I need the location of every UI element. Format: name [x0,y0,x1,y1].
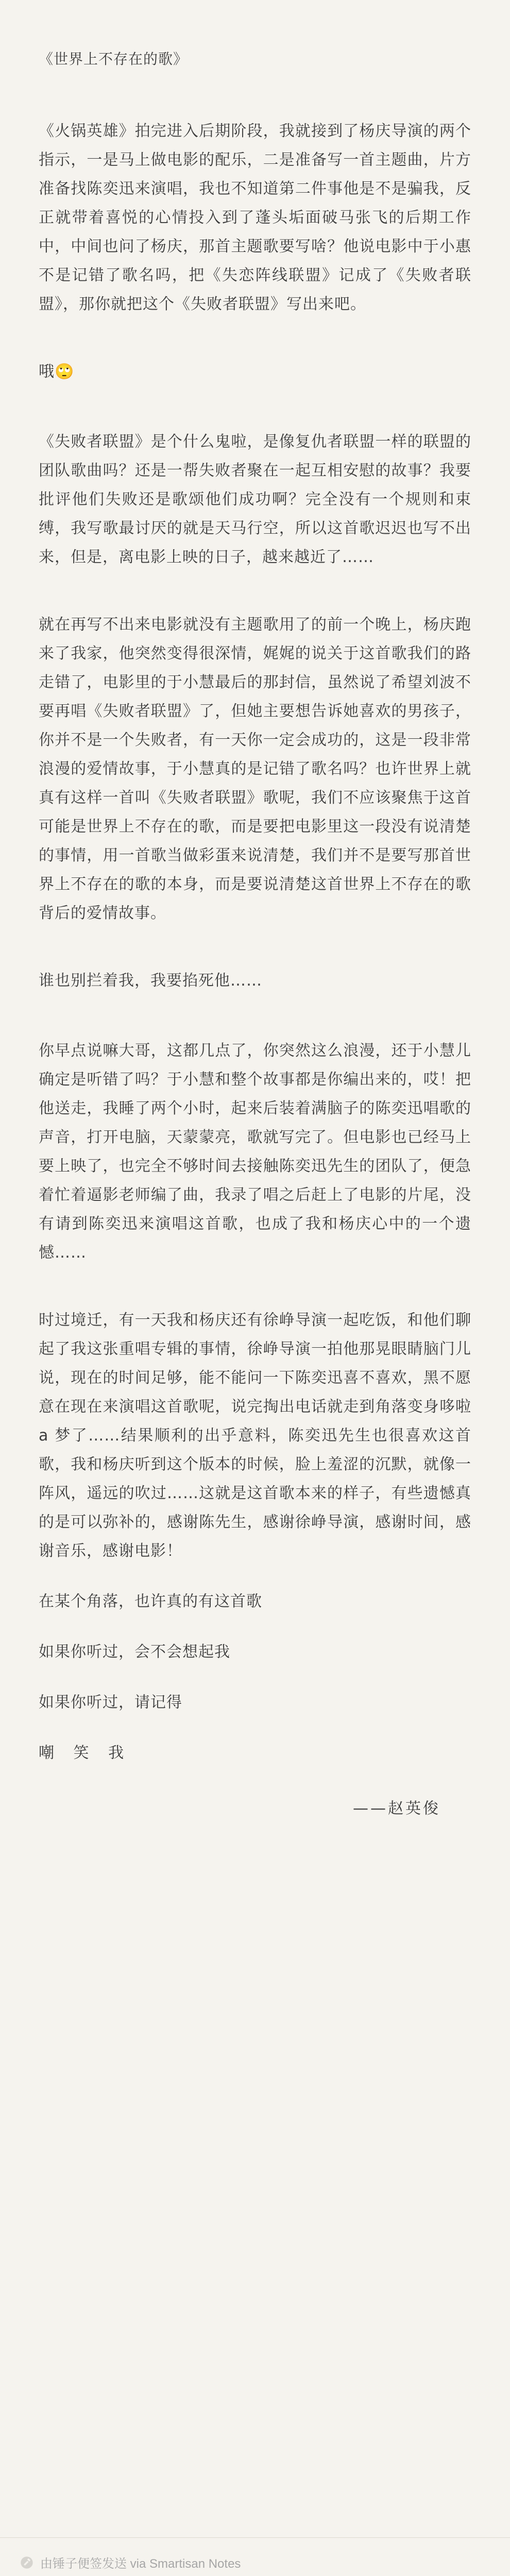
paragraph-2-text: 哦 [39,363,55,381]
hammer-icon [20,2555,34,2570]
rolling-eyes-emoji-icon: 🙄 [55,363,75,381]
author-signature: ——赵英俊 [353,1800,440,1818]
line-corner: 在某个角落，也许真的有这首歌 [39,1592,262,1611]
paragraph-2 [39,358,471,386]
note-footer [0,2537,510,2576]
paragraph-7: 时过境迁，有一天我和杨庆还有徐峥导演一起吃饭，和他们聊起了我这张重唱专辑的事情，徐峥导演一拍他那晃眼睛脑门儿说，现在的时间足够，能不能问一下陈奕迅喜不喜欢，黑不愿意在现在来演唱这首歌呢，说完掏出电话就走到角落变身哆啦 a 梦了……结果顺利的出乎意料，陈奕迅先生也很喜欢这首歌，我和杨庆听到这个版本的时候，脸上羞涩的沉默，就像一阵风，遥远的吹过……这就是这首歌本来的样子，有些遗憾真的是可以弥补的，感谢陈先生，感谢徐峥导演，感谢时间，感谢音乐，感谢电影！ [39,1311,471,1560]
paragraph-5: 谁也别拦着我，我要掐死他…… [39,972,262,990]
footer-source [20,2553,241,2571]
line-if-heard-1: 如果你听过，会不会想起我 [39,1643,230,1661]
note-title: 《世界上不存在的歌》 [39,50,189,67]
footer-text: 由锤子便签发送 via Smartisan Notes [40,2557,241,2571]
note-body [39,49,471,1819]
line-if-heard-2: 如果你听过，请记得 [39,1693,182,1711]
closing-line: 嘲 笑 我 [39,1744,131,1762]
paragraph-4: 就在再写不出来电影就没有主题歌用了的前一个晚上，杨庆跑来了我家，他突然变得很深情，娓娓的说关于这首歌我们的路走错了，电影里的于小慧最后的那封信，虽然说了希望刘波不要再唱《失败者联盟》了，但她主要想告诉她喜欢的男孩子，你并不是一个失败者，有一天你一定会成功的，这是一段非常浪漫的爱情故事，于小慧真的是记错了歌名吗？也许世界上就真有这样一首叫《失败者联盟》歌呢，我们不应该聚焦于这首可能是世界上不存在的歌，而是要把电影里这一段没有说清楚的事情，用一首歌当做彩蛋来说清楚，我们并不是要写那首世界上不存在的歌的本身，而是要说清楚这首世界上不存在的歌背后的爱情故事。 [39,616,471,922]
paragraph-6: 你早点说嘛大哥，这都几点了，你突然这么浪漫，还于小慧儿确定是听错了吗？于小慧和整个故事都是你编出来的，哎！把他送走，我睡了两个小时，起来后装着满脑子的陈奕迅唱歌的声音，打开电脑，天蒙蒙亮，歌就写完了。但电影也已经马上要上映了，也完全不够时间去接触陈奕迅先生的团队了，便急着忙着逼影老师编了曲，我录了唱之后赶上了电影的片尾，没有请到陈奕迅来演唱这首歌，也成了我和杨庆心中的一个遗憾…… [39,1042,471,1262]
paragraph-3: 《失败者联盟》是个什么鬼啦，是像复仇者联盟一样的联盟的团队歌曲吗？还是一帮失败者聚在一起互相安慰的故事？我要批评他们失败还是歌颂他们成功啊？完全没有一个规则和束缚，我写歌最讨厌的就是天马行空，所以这首歌迟迟也写不出来，但是，离电影上映的日子，越来越近了…… [39,433,471,566]
paragraph-1: 《火锅英雄》拍完进入后期阶段，我就接到了杨庆导演的两个指示，一是马上做电影的配乐，二是准备写一首主题曲，片方准备找陈奕迅来演唱，我也不知道第二件事他是不是骗我，反正就带着喜悦的心情投入到了蓬头垢面破马张飞的后期工作中，中间也问了杨庆，那首主题歌要写啥？他说电影中于小惠不是记错了歌名吗，把《失恋阵线联盟》记成了《失败者联盟》，那你就把这个《失败者联盟》写出来吧。 [39,122,471,313]
